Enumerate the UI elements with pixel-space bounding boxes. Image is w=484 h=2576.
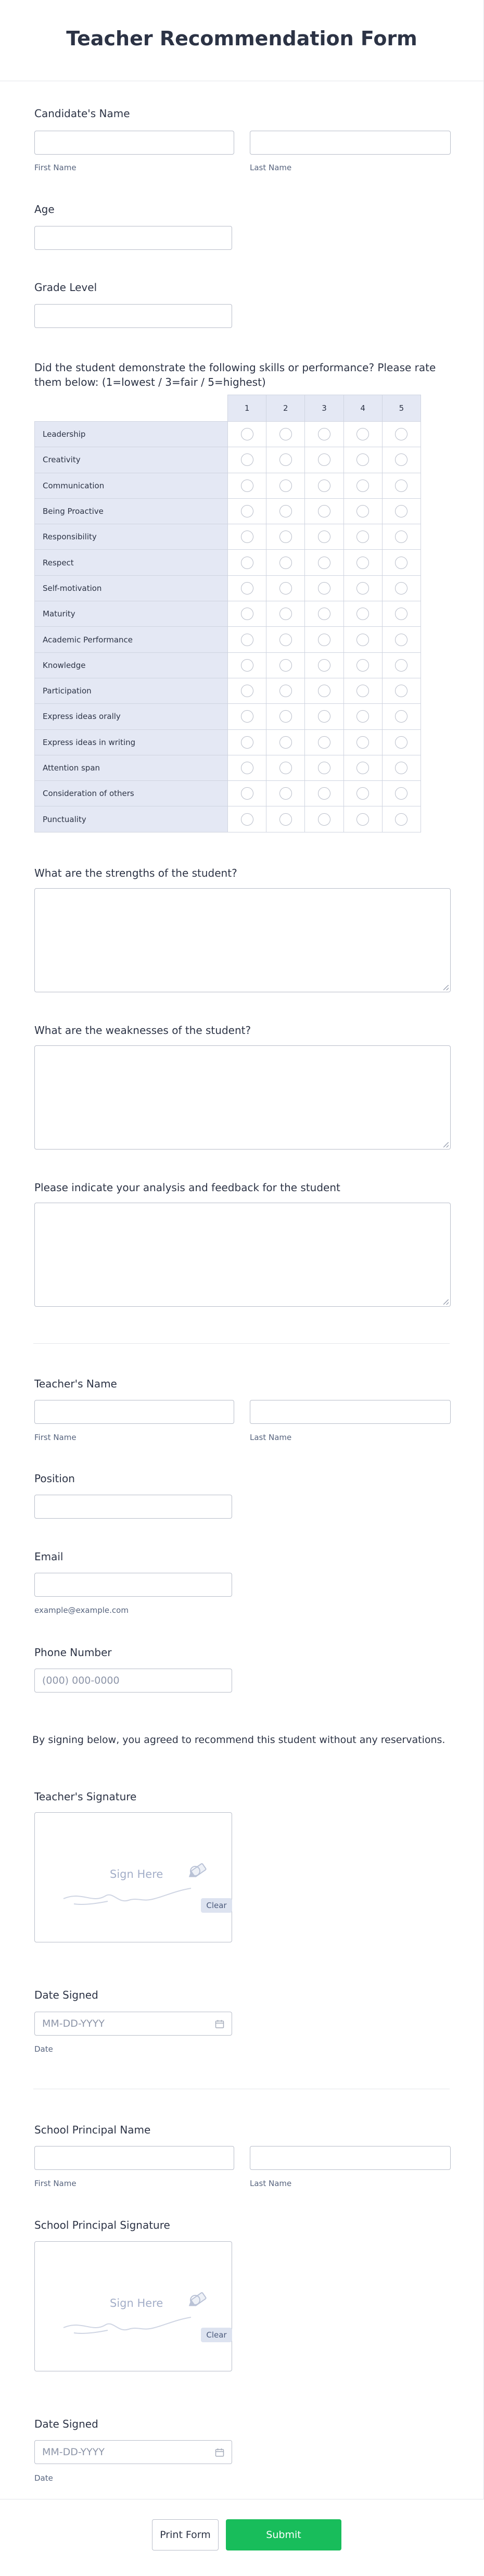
matrix-row-label: Leadership bbox=[35, 422, 228, 447]
matrix-cell bbox=[305, 601, 343, 627]
rating-radio[interactable] bbox=[356, 710, 369, 723]
matrix-cell bbox=[382, 781, 421, 806]
resize-grip-icon[interactable] bbox=[443, 985, 449, 990]
matrix-cell bbox=[382, 678, 421, 703]
principal-first-name-input[interactable] bbox=[34, 2146, 234, 2170]
rating-radio[interactable] bbox=[395, 428, 407, 440]
rating-radio[interactable] bbox=[395, 505, 407, 517]
matrix-cell bbox=[266, 678, 305, 703]
feedback-textarea[interactable] bbox=[34, 1203, 451, 1307]
matrix-cell bbox=[305, 627, 343, 652]
matrix-cell bbox=[382, 447, 421, 473]
rating-radio[interactable] bbox=[279, 505, 292, 517]
rating-radio[interactable] bbox=[356, 453, 369, 466]
form-title: Teacher Recommendation Form bbox=[66, 27, 417, 50]
matrix-row bbox=[35, 729, 421, 755]
date-sublabel: Date bbox=[34, 2044, 53, 2054]
matrix-row-label: Respect bbox=[35, 550, 228, 575]
rating-radio[interactable] bbox=[356, 608, 369, 620]
rating-radio[interactable] bbox=[395, 787, 407, 800]
rating-radio[interactable] bbox=[395, 479, 407, 492]
rating-radio[interactable] bbox=[318, 787, 330, 800]
rating-radio[interactable] bbox=[395, 634, 407, 646]
matrix-row-label: Maturity bbox=[35, 601, 228, 627]
email-label: Email bbox=[34, 1550, 63, 1563]
matrix-cell bbox=[266, 627, 305, 652]
rating-radio[interactable] bbox=[356, 659, 369, 672]
rating-radio[interactable] bbox=[241, 608, 253, 620]
rating-radio[interactable] bbox=[318, 557, 330, 569]
rating-radio[interactable] bbox=[318, 453, 330, 466]
matrix-cell bbox=[266, 498, 305, 524]
matrix-row bbox=[35, 678, 421, 703]
matrix-cell bbox=[382, 704, 421, 729]
form-footer bbox=[0, 2499, 484, 2576]
teacher-name-label: Teacher's Name bbox=[34, 1378, 117, 1390]
rating-radio[interactable] bbox=[241, 710, 253, 723]
matrix-cell bbox=[343, 781, 382, 806]
rating-radio[interactable] bbox=[318, 634, 330, 646]
rating-radio[interactable] bbox=[395, 531, 407, 543]
rating-radio[interactable] bbox=[318, 505, 330, 517]
rating-radio[interactable] bbox=[395, 685, 407, 697]
weaknesses-label: What are the weaknesses of the student? bbox=[34, 1024, 251, 1037]
candidate-first-name-sublabel: First Name bbox=[34, 163, 77, 172]
candidate-first-name-input[interactable] bbox=[34, 131, 234, 155]
agreement-statement: By signing below, you agreed to recommend this student without any reservations. bbox=[32, 1734, 445, 1746]
teacher-first-name-input[interactable] bbox=[34, 1400, 234, 1424]
matrix-cell bbox=[228, 729, 266, 755]
teacher-first-name-sublabel: First Name bbox=[34, 1433, 77, 1442]
teacher-signature-clear-button[interactable]: Clear bbox=[201, 1898, 232, 1913]
matrix-row bbox=[35, 781, 421, 806]
candidate-last-name-sublabel: Last Name bbox=[250, 163, 292, 172]
rating-radio[interactable] bbox=[279, 428, 292, 440]
matrix-row-label: Being Proactive bbox=[35, 498, 228, 524]
matrix-row bbox=[35, 550, 421, 575]
matrix-cell bbox=[382, 729, 421, 755]
rating-radio[interactable] bbox=[356, 479, 369, 492]
matrix-row-label: Creativity bbox=[35, 447, 228, 473]
principal-name-label: School Principal Name bbox=[34, 2124, 151, 2136]
matrix-row bbox=[35, 473, 421, 498]
rating-radio[interactable] bbox=[241, 787, 253, 800]
section-divider bbox=[33, 1343, 450, 1344]
rating-radio[interactable] bbox=[241, 531, 253, 543]
rating-radio[interactable] bbox=[356, 762, 369, 774]
matrix-cell bbox=[343, 524, 382, 550]
matrix-cell bbox=[305, 729, 343, 755]
rating-radio[interactable] bbox=[241, 582, 253, 595]
matrix-cell bbox=[382, 652, 421, 678]
rating-radio[interactable] bbox=[279, 634, 292, 646]
rating-radio[interactable] bbox=[395, 608, 407, 620]
age-label: Age bbox=[34, 203, 55, 216]
rating-radio[interactable] bbox=[318, 813, 330, 826]
matrix-cell bbox=[228, 806, 266, 832]
matrix-cell bbox=[228, 704, 266, 729]
matrix-column-header: 5 bbox=[382, 395, 421, 422]
matrix-cell bbox=[228, 678, 266, 703]
matrix-cell bbox=[228, 601, 266, 627]
rating-matrix bbox=[34, 395, 421, 832]
matrix-row bbox=[35, 704, 421, 729]
principal-signature-pad[interactable] bbox=[34, 2241, 232, 2371]
candidate-name-label: Candidate's Name bbox=[34, 107, 130, 120]
rating-radio[interactable] bbox=[279, 787, 292, 800]
matrix-cell bbox=[305, 806, 343, 832]
matrix-cell bbox=[305, 473, 343, 498]
matrix-row bbox=[35, 627, 421, 652]
matrix-row-label: Knowledge bbox=[35, 652, 228, 678]
matrix-row-label: Self-motivation bbox=[35, 575, 228, 601]
matrix-cell bbox=[305, 422, 343, 447]
phone-placeholder: (000) 000-0000 bbox=[42, 1675, 120, 1686]
matrix-row-label: Attention span bbox=[35, 755, 228, 780]
matrix-cell bbox=[305, 498, 343, 524]
matrix-cell bbox=[228, 498, 266, 524]
matrix-cell bbox=[228, 447, 266, 473]
rating-radio[interactable] bbox=[279, 736, 292, 749]
principal-signature-clear-button[interactable]: Clear bbox=[201, 2328, 232, 2342]
rating-radio[interactable] bbox=[395, 762, 407, 774]
principal-signature-label: School Principal Signature bbox=[34, 2219, 170, 2231]
rating-radio[interactable] bbox=[279, 531, 292, 543]
matrix-cell bbox=[343, 652, 382, 678]
phone-label: Phone Number bbox=[34, 1646, 112, 1659]
matrix-cell bbox=[228, 627, 266, 652]
email-sublabel: example@example.com bbox=[34, 1606, 129, 1615]
rating-radio[interactable] bbox=[241, 634, 253, 646]
rating-radio[interactable] bbox=[318, 479, 330, 492]
matrix-row-label: Participation bbox=[35, 678, 228, 703]
matrix-column-header: 1 bbox=[228, 395, 266, 422]
date-placeholder: MM-DD-YYYY bbox=[42, 2446, 105, 2458]
resize-grip-icon[interactable] bbox=[443, 1142, 449, 1147]
rating-radio[interactable] bbox=[318, 710, 330, 723]
rating-radio[interactable] bbox=[395, 736, 407, 749]
matrix-row-label: Punctuality bbox=[35, 806, 228, 832]
matrix-column-header: 4 bbox=[343, 395, 382, 422]
rating-radio[interactable] bbox=[356, 582, 369, 595]
matrix-row bbox=[35, 575, 421, 601]
rating-radio[interactable] bbox=[279, 582, 292, 595]
position-input[interactable] bbox=[34, 1495, 232, 1519]
rating-radio[interactable] bbox=[241, 557, 253, 569]
date-signed-label: Date Signed bbox=[34, 1989, 98, 2001]
rating-radio[interactable] bbox=[318, 762, 330, 774]
matrix-cell bbox=[266, 550, 305, 575]
rating-radio[interactable] bbox=[241, 428, 253, 440]
matrix-cell bbox=[305, 652, 343, 678]
matrix-cell bbox=[305, 575, 343, 601]
position-label: Position bbox=[34, 1472, 75, 1485]
matrix-column-header: 2 bbox=[266, 395, 305, 422]
matrix-cell bbox=[228, 524, 266, 550]
matrix-cell bbox=[382, 806, 421, 832]
matrix-cell bbox=[305, 550, 343, 575]
matrix-cell bbox=[382, 550, 421, 575]
matrix-cell bbox=[228, 550, 266, 575]
matrix-cell bbox=[266, 704, 305, 729]
form-header bbox=[0, 0, 483, 81]
matrix-row-label: Communication bbox=[35, 473, 228, 498]
matrix-row bbox=[35, 447, 421, 473]
matrix-corner bbox=[35, 395, 228, 422]
matrix-cell bbox=[228, 755, 266, 780]
rating-radio[interactable] bbox=[241, 762, 253, 774]
matrix-row bbox=[35, 601, 421, 627]
matrix-cell bbox=[382, 524, 421, 550]
principal-date-signed-label: Date Signed bbox=[34, 2418, 98, 2430]
rating-radio[interactable] bbox=[356, 531, 369, 543]
email-input[interactable] bbox=[34, 1573, 232, 1597]
teacher-last-name-input[interactable] bbox=[250, 1400, 451, 1424]
rating-radio[interactable] bbox=[356, 813, 369, 826]
matrix-cell bbox=[266, 473, 305, 498]
rating-radio[interactable] bbox=[279, 557, 292, 569]
matrix-cell bbox=[343, 575, 382, 601]
date-placeholder: MM-DD-YYYY bbox=[42, 2018, 105, 2029]
matrix-cell bbox=[382, 601, 421, 627]
matrix-cell bbox=[343, 806, 382, 832]
rating-radio[interactable] bbox=[318, 582, 330, 595]
principal-last-name-input[interactable] bbox=[250, 2146, 451, 2170]
rating-radio[interactable] bbox=[395, 710, 407, 723]
rating-radio[interactable] bbox=[356, 736, 369, 749]
rating-radio[interactable] bbox=[279, 813, 292, 826]
teacher-sign-here-text: Sign Here bbox=[110, 1868, 163, 1880]
matrix-row-label: Express ideas in writing bbox=[35, 729, 228, 755]
rating-radio[interactable] bbox=[279, 479, 292, 492]
matrix-cell bbox=[266, 422, 305, 447]
matrix-cell bbox=[228, 473, 266, 498]
matrix-cell bbox=[343, 627, 382, 652]
rating-radio[interactable] bbox=[395, 557, 407, 569]
matrix-cell bbox=[266, 781, 305, 806]
matrix-cell bbox=[266, 806, 305, 832]
calendar-icon[interactable] bbox=[215, 2448, 224, 2457]
rating-radio[interactable] bbox=[356, 634, 369, 646]
matrix-cell bbox=[343, 601, 382, 627]
matrix-cell bbox=[266, 755, 305, 780]
matrix-row-label: Consideration of others bbox=[35, 781, 228, 806]
matrix-cell bbox=[266, 729, 305, 755]
principal-sign-here-text: Sign Here bbox=[110, 2297, 163, 2309]
matrix-cell bbox=[228, 652, 266, 678]
teacher-signature-label: Teacher's Signature bbox=[34, 1790, 137, 1803]
rating-radio[interactable] bbox=[395, 582, 407, 595]
matrix-cell bbox=[228, 422, 266, 447]
weaknesses-textarea[interactable] bbox=[34, 1045, 451, 1150]
rating-radio[interactable] bbox=[356, 685, 369, 697]
matrix-cell bbox=[343, 498, 382, 524]
matrix-cell bbox=[305, 447, 343, 473]
matrix-row-label: Academic Performance bbox=[35, 627, 228, 652]
matrix-cell bbox=[382, 422, 421, 447]
strengths-textarea[interactable] bbox=[34, 888, 451, 992]
grade-level-input[interactable] bbox=[34, 304, 232, 328]
feedback-label: Please indicate your analysis and feedback for the student bbox=[34, 1181, 340, 1194]
matrix-cell bbox=[343, 473, 382, 498]
rating-radio[interactable] bbox=[279, 453, 292, 466]
matrix-cell bbox=[305, 781, 343, 806]
rating-radio[interactable] bbox=[356, 557, 369, 569]
matrix-cell bbox=[266, 447, 305, 473]
calendar-icon[interactable] bbox=[215, 2019, 224, 2029]
principal-first-name-sublabel: First Name bbox=[34, 2179, 77, 2188]
matrix-cell bbox=[382, 755, 421, 780]
matrix-cell bbox=[382, 627, 421, 652]
matrix-cell bbox=[266, 524, 305, 550]
matrix-cell bbox=[343, 678, 382, 703]
age-input[interactable] bbox=[34, 226, 232, 250]
rating-radio[interactable] bbox=[241, 453, 253, 466]
rating-radio[interactable] bbox=[318, 428, 330, 440]
strengths-label: What are the strengths of the student? bbox=[34, 867, 237, 879]
date-signed-input[interactable] bbox=[34, 2012, 232, 2036]
rating-radio[interactable] bbox=[279, 685, 292, 697]
rating-radio[interactable] bbox=[356, 428, 369, 440]
matrix-row bbox=[35, 806, 421, 832]
rating-radio[interactable] bbox=[318, 608, 330, 620]
matrix-row bbox=[35, 524, 421, 550]
matrix-cell bbox=[343, 755, 382, 780]
matrix-cell bbox=[228, 575, 266, 601]
rating-radio[interactable] bbox=[241, 813, 253, 826]
rating-radio[interactable] bbox=[241, 659, 253, 672]
matrix-cell bbox=[382, 473, 421, 498]
rating-radio[interactable] bbox=[395, 453, 407, 466]
rating-radio[interactable] bbox=[318, 659, 330, 672]
rating-radio[interactable] bbox=[241, 685, 253, 697]
matrix-row-label: Express ideas orally bbox=[35, 704, 228, 729]
rating-radio[interactable] bbox=[279, 762, 292, 774]
matrix-cell bbox=[343, 447, 382, 473]
rating-radio[interactable] bbox=[356, 787, 369, 800]
matrix-question: Did the student demonstrate the following skills or performance? Please rate them below: (1=lowest / 3=fair / 5=highest) bbox=[34, 361, 436, 388]
rating-radio[interactable] bbox=[241, 479, 253, 492]
matrix-cell bbox=[305, 704, 343, 729]
matrix-cell bbox=[382, 498, 421, 524]
rating-radio[interactable] bbox=[241, 505, 253, 517]
rating-radio[interactable] bbox=[279, 608, 292, 620]
principal-date-signed-input[interactable] bbox=[34, 2440, 232, 2464]
submit-button[interactable]: Submit bbox=[226, 2519, 341, 2550]
rating-radio[interactable] bbox=[318, 736, 330, 749]
matrix-cell bbox=[343, 729, 382, 755]
rating-radio[interactable] bbox=[395, 813, 407, 826]
matrix-row bbox=[35, 652, 421, 678]
matrix-cell bbox=[266, 652, 305, 678]
teacher-signature-pad[interactable] bbox=[34, 1812, 232, 1942]
matrix-column-header: 3 bbox=[305, 395, 343, 422]
matrix-cell bbox=[382, 575, 421, 601]
matrix-row bbox=[35, 755, 421, 780]
matrix-cell bbox=[266, 601, 305, 627]
matrix-cell bbox=[343, 422, 382, 447]
matrix-cell bbox=[343, 550, 382, 575]
matrix-cell bbox=[228, 781, 266, 806]
resize-grip-icon[interactable] bbox=[443, 1299, 449, 1305]
date-sublabel: Date bbox=[34, 2473, 53, 2483]
grade-level-label: Grade Level bbox=[34, 281, 97, 294]
candidate-last-name-input[interactable] bbox=[250, 131, 451, 155]
matrix-cell bbox=[305, 678, 343, 703]
matrix-row bbox=[35, 498, 421, 524]
matrix-row-label: Responsibility bbox=[35, 524, 228, 550]
matrix-cell bbox=[305, 524, 343, 550]
phone-input[interactable] bbox=[34, 1669, 232, 1693]
rating-radio[interactable] bbox=[395, 659, 407, 672]
teacher-last-name-sublabel: Last Name bbox=[250, 1433, 292, 1442]
rating-radio[interactable] bbox=[318, 531, 330, 543]
matrix-cell bbox=[266, 575, 305, 601]
rating-radio[interactable] bbox=[279, 710, 292, 723]
print-form-button[interactable]: Print Form bbox=[152, 2519, 219, 2550]
matrix-cell bbox=[305, 755, 343, 780]
matrix-cell bbox=[343, 704, 382, 729]
rating-radio[interactable] bbox=[279, 659, 292, 672]
rating-radio[interactable] bbox=[241, 736, 253, 749]
matrix-row bbox=[35, 422, 421, 447]
rating-radio[interactable] bbox=[356, 505, 369, 517]
rating-radio[interactable] bbox=[318, 685, 330, 697]
principal-last-name-sublabel: Last Name bbox=[250, 2179, 292, 2188]
